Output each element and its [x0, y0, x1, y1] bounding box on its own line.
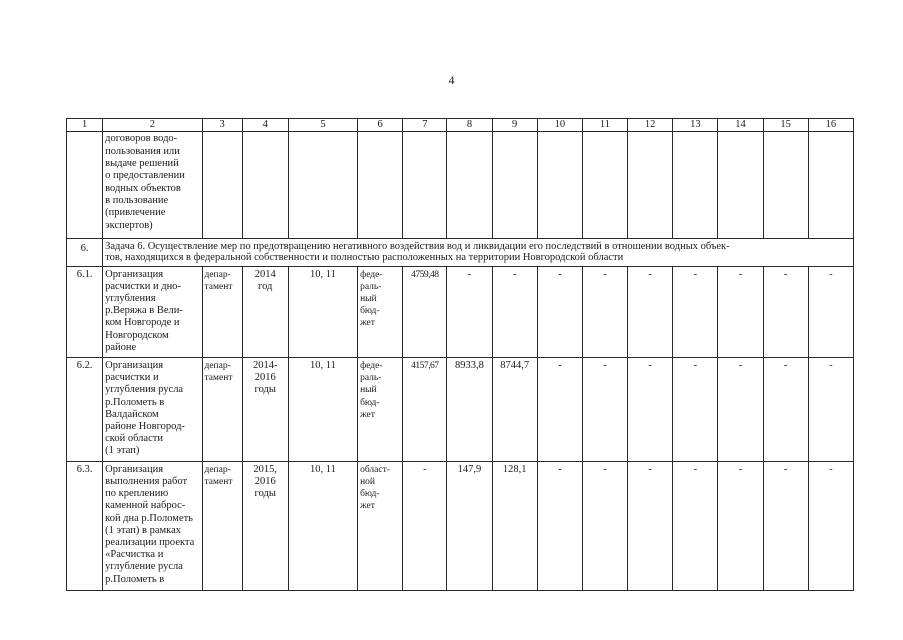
funding-source: област- ной бюд- жет [358, 461, 403, 590]
value-cell: 4157,67 [403, 357, 447, 461]
table-row-task [67, 238, 854, 266]
period: 2014- 2016 годы [242, 357, 288, 461]
value-cell: - [808, 461, 853, 590]
header-row [67, 119, 854, 132]
table-row [67, 357, 854, 461]
value-cell: - [718, 357, 763, 461]
period: 2015, 2016 годы [242, 461, 288, 590]
value-cell: - [537, 266, 582, 357]
page-number: 4 [448, 73, 455, 87]
value-cell: - [763, 266, 808, 357]
header-cell: 11 [582, 119, 627, 132]
measures-table [66, 118, 854, 591]
value-cell: - [808, 266, 853, 357]
header-cell: 2 [103, 119, 202, 132]
header-cell: 9 [492, 119, 537, 132]
value-cell: - [492, 266, 537, 357]
executor: депар- тамент [202, 461, 242, 590]
value-cell: - [582, 461, 627, 590]
value-cell: 147,9 [447, 461, 492, 590]
executor: депар- тамент [202, 357, 242, 461]
value-cell: - [582, 357, 627, 461]
header-cell: 4 [242, 119, 288, 132]
value-cell: - [673, 461, 718, 590]
measure-name: Организация расчистки и дно- углубления р.Веряжа в Вели- ком Новгороде и Новгородском районе [103, 266, 202, 357]
table-row [67, 461, 854, 590]
header-cell: 10 [537, 119, 582, 132]
row-number: 6.1. [67, 266, 103, 357]
value-cell: - [537, 461, 582, 590]
value-cell: - [763, 357, 808, 461]
header-cell: 13 [673, 119, 718, 132]
funding-source: феде- раль- ный бюд- жет [358, 266, 403, 357]
header-cell: 8 [447, 119, 492, 132]
measure-name: Организация расчистки и углубления русла р.Полометь в Валдайском районе Новгород- ской области (1 этап) [103, 357, 202, 461]
header-cell: 6 [358, 119, 403, 132]
value-cell: - [763, 461, 808, 590]
header-cell: 15 [763, 119, 808, 132]
header-cell: 7 [403, 119, 447, 132]
indicators: 10, 11 [288, 357, 357, 461]
row-number: 6.2. [67, 357, 103, 461]
value-cell: - [673, 266, 718, 357]
value-cell: - [628, 357, 673, 461]
value-cell: - [718, 461, 763, 590]
value-cell: - [447, 266, 492, 357]
executor: депар- тамент [202, 266, 242, 357]
value-cell: - [718, 266, 763, 357]
row-number: 6. [67, 238, 103, 266]
measure-name: Организация выполнения работ по креплению каменной наброс- кой дна р.Полометь (1 этап) в рамках реализации проекта «Расчистка и углубление русла р.Полометь в [103, 461, 202, 590]
value-cell: 4759,48 [403, 266, 447, 357]
value-cell: - [628, 266, 673, 357]
indicators: 10, 11 [288, 266, 357, 357]
task-description: Задача 6. Осуществление мер по предотвращению негативного воздействия вод и ликвидации его последствий в отношении водных объек- тов, находящихся в федеральной собственности и полностью расположенных на территории Новгородской области [103, 238, 854, 266]
value-cell: - [403, 461, 447, 590]
measure-name: договоров водо- пользования или выдаче решений о предоставлении водных объектов в пользование (привлечение экспертов) [103, 132, 202, 238]
table-row [67, 266, 854, 357]
value-cell: - [628, 461, 673, 590]
period: 2014 год [242, 266, 288, 357]
header-cell: 3 [202, 119, 242, 132]
header-cell: 16 [808, 119, 853, 132]
funding-source: феде- раль- ный бюд- жет [358, 357, 403, 461]
header-cell: 1 [67, 119, 103, 132]
value-cell: - [537, 357, 582, 461]
indicators: 10, 11 [288, 461, 357, 590]
value-cell: - [582, 266, 627, 357]
value-cell: - [673, 357, 718, 461]
table-row-continuation [67, 132, 854, 238]
value-cell: 8744,7 [492, 357, 537, 461]
value-cell: 128,1 [492, 461, 537, 590]
header-cell: 12 [628, 119, 673, 132]
header-cell: 14 [718, 119, 763, 132]
row-number: 6.3. [67, 461, 103, 590]
value-cell: 8933,8 [447, 357, 492, 461]
value-cell: - [808, 357, 853, 461]
header-cell: 5 [288, 119, 357, 132]
